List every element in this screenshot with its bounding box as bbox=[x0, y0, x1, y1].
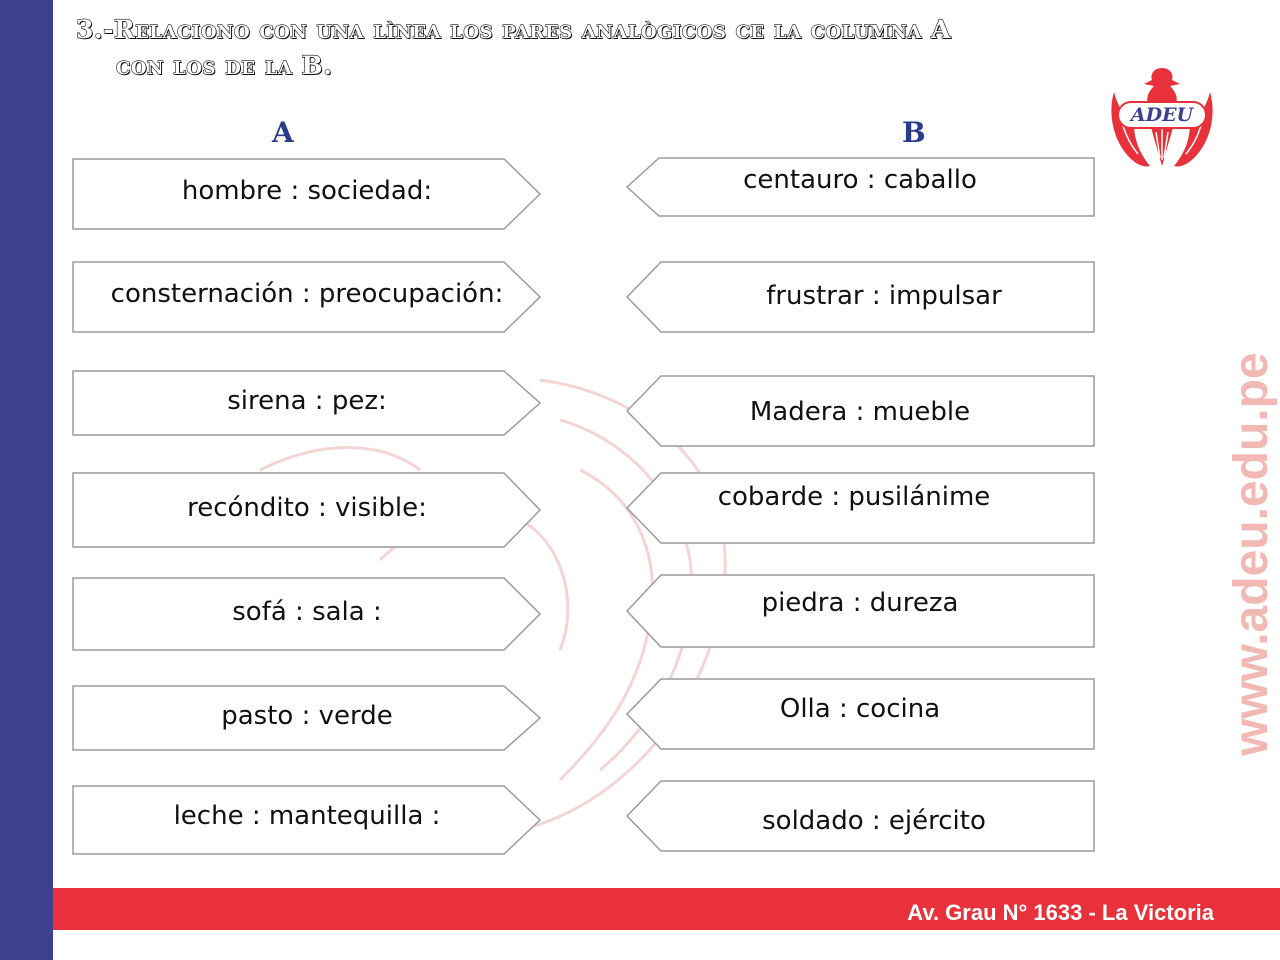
column-b-item[interactable] bbox=[625, 157, 1095, 217]
left-accent-bar bbox=[0, 0, 53, 960]
column-b-item-text: cobarde : pusilánime bbox=[717, 482, 991, 512]
column-a-item-text: leche : mantequilla : bbox=[173, 801, 441, 831]
column-b-item-text: soldado : ejército bbox=[762, 806, 986, 836]
column-b-item[interactable] bbox=[625, 261, 1095, 333]
column-b-item[interactable] bbox=[625, 574, 1095, 648]
column-b-item-text: Madera : mueble bbox=[749, 397, 971, 427]
column-b-item-text: piedra : dureza bbox=[761, 588, 959, 618]
column-a-item-text: sofá : sala : bbox=[232, 597, 382, 627]
column-a-item[interactable] bbox=[72, 785, 542, 855]
website-url[interactable]: www.adeu.edu.pe bbox=[1225, 352, 1278, 756]
column-b-heading: B bbox=[902, 116, 926, 149]
instructions-line-1: 3.-Relaciono con una lìnea los pares analògicos ce la columna A bbox=[76, 15, 951, 44]
column-b-item[interactable] bbox=[625, 375, 1095, 447]
column-a-item[interactable] bbox=[72, 158, 542, 230]
exercise-instructions bbox=[76, 12, 951, 84]
column-a-item[interactable] bbox=[72, 685, 542, 751]
column-a-item-text: consternación : preocupación: bbox=[110, 279, 504, 309]
column-a-item[interactable] bbox=[72, 261, 542, 333]
instructions-line-2: con los de la B. bbox=[116, 51, 333, 80]
column-b-item-text: frustrar : impulsar bbox=[766, 281, 1002, 311]
logo-text: ADEU bbox=[1130, 104, 1194, 126]
column-b-item-text: Olla : cocina bbox=[779, 694, 941, 724]
column-a-item[interactable] bbox=[72, 370, 542, 436]
column-b-item[interactable] bbox=[625, 472, 1095, 544]
adeu-logo bbox=[1104, 62, 1220, 172]
column-a-item[interactable] bbox=[72, 472, 542, 548]
footer-address: Av. Grau N° 1633 - La Victoria bbox=[907, 900, 1214, 925]
column-b-item[interactable] bbox=[625, 678, 1095, 750]
column-a-item-text: pasto : verde bbox=[221, 701, 393, 731]
column-a-item[interactable] bbox=[72, 577, 542, 651]
column-a-item-text: recóndito : visible: bbox=[187, 493, 427, 523]
column-a-item-text: sirena : pez: bbox=[227, 386, 387, 416]
column-b-item-text: centauro : caballo bbox=[743, 165, 977, 195]
column-a-item-text: hombre : sociedad: bbox=[181, 176, 433, 206]
column-a-heading: A bbox=[272, 116, 294, 149]
column-b-item[interactable] bbox=[625, 780, 1095, 852]
